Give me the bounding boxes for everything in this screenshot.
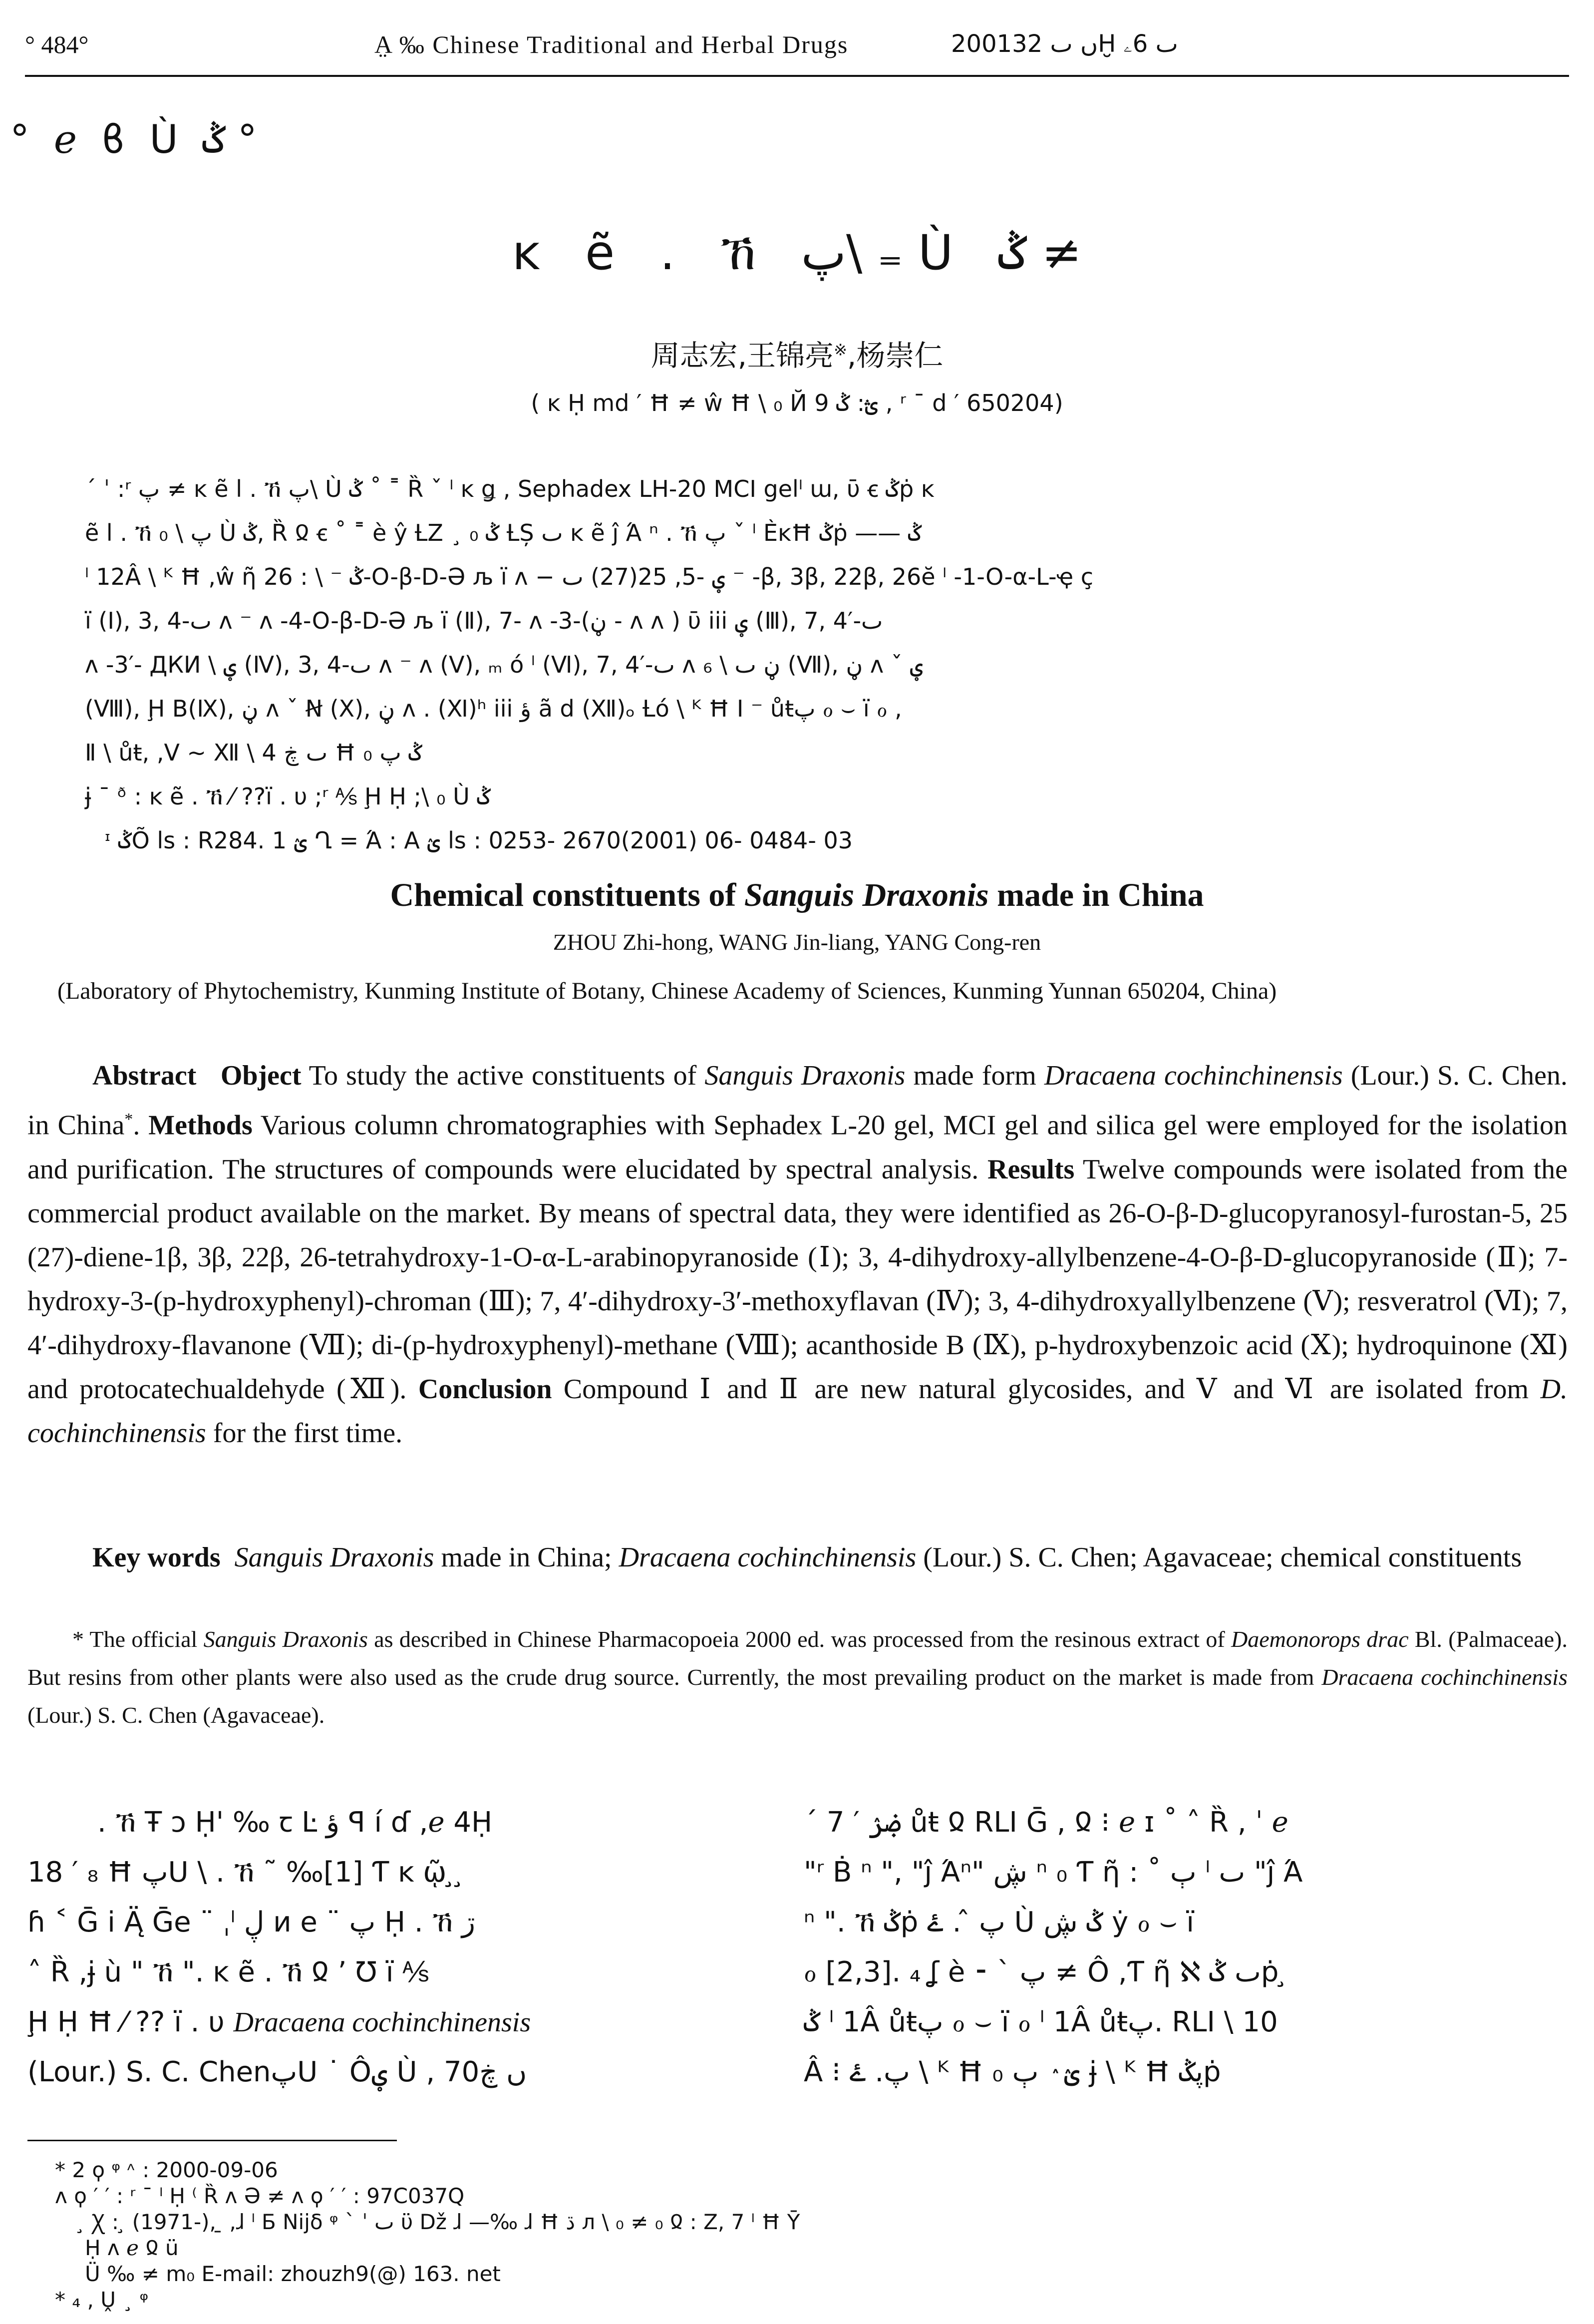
en-title-italic: Sanguis Draxonis bbox=[744, 877, 989, 913]
page-number: ° 484° bbox=[25, 30, 89, 58]
footnote-line: * 2 ϙ ᵠ ᶺ : 2000-09-06 bbox=[55, 2158, 278, 2182]
body-line: ℴ [2,3]. ₄ ʆ è ⁃ ` پ ≠ Ô ,Ƭ ῆ ℵ ٮ ݣṗ ̧ bbox=[804, 1956, 1288, 1988]
conclusion-text: Compound Ⅰ and Ⅱ are new natural glycosides, and Ⅴ and Ⅵ are isolated from bbox=[552, 1373, 1541, 1405]
footnote-line: ̧ Ꭓ : ̧ (1971-), ̱ ,ɺ ˡ Ƃ Nijδ ᵠ ˋ ˈ ٮ ϋ Dž ɺ —‰ ɺ Ħ ڌ ᴫ \ ₀ ≠ ₀ Ჲ : Z, 7 ˡ Ħ Ῡ Ḥ ʌ ℯ Ჲ ü bbox=[85, 2210, 800, 2260]
body-line: ݣ ˡ 1Â ůŧپ ℴ ⌣ ï ℴ ˡ 1Â ůŧپ. RLI \ 10 bbox=[804, 2006, 1278, 2038]
star-note-italic: Dracaena cochinchinensis bbox=[1321, 1664, 1568, 1690]
cn-abstract-line: ˊ ˈ :ʳ پ ≠ ĸ ẽ l . ኸ پ\ Ù ݣ ˚ ˭ Ȑ ˇ ˡ ĸ ǥ , Sephadex LH-20 MCI gelˡ ɯ, ῡ ꞓ ݣṗ ĸ bbox=[85, 475, 935, 502]
en-keywords bbox=[27, 1536, 1568, 1579]
body-right-column bbox=[804, 1798, 1568, 2097]
cn-abstract bbox=[85, 467, 1533, 862]
page-header bbox=[25, 30, 1569, 70]
cn-abstract-line: ʌ -3′- ДКИ \ ؠ (Ⅳ), 3, 4-ٮ ʌ ⁻ ʌ (Ⅴ), ₘ ó ˡ (Ⅵ), 7, 4′-ٮ ʌ ڼ ٮ \ ₆ (Ⅶ), ڼ ʌ ˇ ؠ bbox=[85, 651, 924, 678]
body-left-column bbox=[27, 1798, 766, 2097]
cn-keywords-line: ɉ ¯ ᶞ : ĸ ẽ . ኸ ⁄ ??ï . υ ;ʳ ⅍ Ḩ Ḥ ;\ ₀ Ù ݣ bbox=[85, 783, 491, 810]
body-line: ˊ ۻۯ ′ 7 ůŧ Ჲ RLI Ḡ , Ჲ ⁝ ℯ ɪ ˚ ˄ Ȑ , ˈ ℯ bbox=[804, 1806, 1288, 1839]
cn-authors bbox=[0, 332, 1594, 374]
star-note-italic: Daemonorops drac bbox=[1231, 1626, 1409, 1652]
keywords-text: made in China; bbox=[434, 1542, 619, 1573]
object-text: made form bbox=[905, 1060, 1044, 1091]
body-line: "ʳ Ḃ ⁿ ", "ĵ Άⁿ" ڜ ⁿ ₀ Ƭ ῆ : ˚ ٻ ˡ ٮ "ĵ Ά bbox=[804, 1856, 1303, 1889]
cn-abstract-line: ẽ l . ኸ پ \ ₀ Ù ݣ, Ȑ Ჲ ꞓ ˚ ˭ è ŷ ȽZ ¸ ݣ ₀ ȽȘ ٮ ĸ ẽ ĵ Ά ⁿ . ኸ پ ˇ ˡ ЀĸĦ ݣṗ —— ݣ bbox=[85, 519, 922, 546]
cn-title: ĸ ẽ . ኸ پ\ ₌ Ù ݣ ≠ bbox=[512, 225, 1082, 281]
object-label: Object bbox=[220, 1060, 302, 1091]
en-affiliation: (Laboratory of Phytochemistry, Kunming Institute of Botany, Chinese Academy of Sciences, Kunming Yunnan 650204, China) bbox=[57, 978, 1277, 1004]
section-tag: ° ℯ ϐ Ù ݣ ° bbox=[10, 117, 257, 162]
footnotes bbox=[55, 2157, 804, 2313]
body-line: ɦ ˂ Ḡ i Ą̈ Ḡe ¨ ˌˡ ڸ ᴎ e ¨ پ Ḥ . ኸ ڗ bbox=[27, 1906, 475, 1938]
issue-info: 2001ں ٮ 32Ḫ ٮ 6ۦ bbox=[951, 30, 1178, 58]
object-italic: Dracaena cochinchinensis bbox=[1044, 1060, 1343, 1091]
en-title-main: Chemical constituents of bbox=[390, 877, 744, 913]
star-note-text: as described in Chinese Pharmacopoeia 2000 ed. was processed from the resinous extract of bbox=[367, 1626, 1232, 1652]
cn-classification-line: ᶦ ݣÕ ls : R284. 1 ؽ Ղ = Ά : A ؽ ls : 0253- 2670(2001) 06- 0484- 03 bbox=[105, 827, 853, 854]
cn-authors-main: 周志宏,王锦亮 bbox=[650, 339, 834, 373]
keywords-label: Key words bbox=[92, 1542, 221, 1573]
body-line-text: Ḩ Ḥ Ħ ⁄ ?? ï . υ bbox=[27, 2006, 234, 2038]
journal-name: A̤ ‰ Chinese Traditional and Herbal Drugs bbox=[374, 30, 849, 58]
cn-abstract-line: ï (Ⅰ), 3, 4-ٮ ʌ ⁻ ʌ -4-O-β-D-Ə љ ï (Ⅱ), 7- ʌ -3-(ڼ - ʌ ʌ ) ῡ iii ؠ (Ⅲ), 7, 4′-ٮ bbox=[85, 607, 883, 634]
star-note-text: (Lour.) S. C. Chen (Agavaceae). bbox=[27, 1702, 325, 1728]
cn-affiliation: ( ĸ Ḥ md ′ Ħ ≠ ŵ Ħ \ ₀ Й ؿ: ݣ 9 , ʳ ¯ d ′ 650204) bbox=[531, 389, 1063, 416]
body-line bbox=[27, 1997, 766, 2047]
star-note-italic: Sanguis Draxonis bbox=[203, 1626, 368, 1652]
corresponding-mark: ※ bbox=[834, 340, 847, 360]
object-text: . bbox=[133, 1110, 140, 1141]
keywords-italic: Sanguis Draxonis bbox=[234, 1542, 434, 1573]
keywords-text: (Lour.) S. C. Chen; Agavaceae; chemical constituents bbox=[916, 1542, 1522, 1573]
conclusion-text: for the first time. bbox=[206, 1417, 403, 1449]
body-line: 18 ′ ₈ Ħ پU \ . ኸ ˜ ‰[1] Ƭ ĸ ῷ ̧ ̧ bbox=[27, 1856, 464, 1889]
keywords-italic: Dracaena cochinchinensis bbox=[619, 1542, 917, 1573]
footnote-rule bbox=[27, 2140, 397, 2141]
en-abstract bbox=[27, 1054, 1568, 1455]
en-title-tail: made in China bbox=[988, 877, 1204, 913]
abstract-label: Abstract bbox=[92, 1060, 197, 1091]
body-line-italic: Dracaena cochinchinensis bbox=[233, 2007, 531, 2038]
footnote-line: ʌ ϙ ′ ′ : ʳ ¯ ˡ Ḥ ⁽ Ȑ ʌ Ə ≠ ʌ ϙ ′ ′ : 97C037Q bbox=[55, 2184, 465, 2208]
header-rule bbox=[25, 75, 1569, 77]
conclusion-italic: D. cochinchinensis bbox=[27, 1373, 1568, 1449]
body-line: ˄ Ȑ ,ɉ ù " ኸ ". ĸ ẽ . ኸ Ჲ ʼ Ʊ ï ⅍ bbox=[27, 1956, 429, 1988]
object-italic: Sanguis Draxonis bbox=[704, 1060, 906, 1091]
star-note-text: * The official bbox=[72, 1626, 204, 1652]
conclusion-label: Conclusion bbox=[418, 1373, 552, 1405]
body-line: (Lour.) S. C. ChenپU ˙ Ôؠ Ù , 70ں ڿ bbox=[27, 2056, 527, 2088]
results-text: Twelve compounds were isolated from the commercial product available on the market. By means of spectral data, they were identified as 26-O-β-D-glucopyranosyl-furostan-5, 25 (27)-diene-1β, 3β, 22β, 26-tetrahydroxy-1-O-α-L-arabinopyranoside (Ⅰ); 3, 4-dihydroxy-allylbenzene-4-O-β-D-glucopyranoside (Ⅱ); 7-hydroxy-3-(p-hydroxyphenyl)-chroman (Ⅲ); 7, 4′-dihydroxy-3′-methoxyflavan (Ⅳ); 3, 4-dihydroxyallylbenzene (Ⅴ); resveratrol (Ⅵ); 7, 4′-dihydroxy-flavanone (Ⅶ); di-(p-hydroxyphenyl)-methane (Ⅷ); acanthoside B (Ⅸ), p-hydroxybenzoic acid (Ⅹ); hydroquinone (Ⅺ) and protocatechualdehyde (Ⅻ). bbox=[27, 1154, 1568, 1405]
methods-label: Methods bbox=[148, 1110, 253, 1141]
star-note bbox=[27, 1620, 1568, 1734]
body-line: . ኸ Ŧ ɔ Ḥ' ‰ ꞇ Ŀ ؤ ꟼ í ɗ ,ℯ 4Ḥ bbox=[97, 1806, 493, 1839]
object-sup: * bbox=[124, 1110, 133, 1129]
cn-authors-tail: ,杨崇仁 bbox=[847, 339, 944, 373]
methods-text: Various column chromatographies with Sephadex L-20 gel, MCI gel and silica gel were employed for the isolation and purification. The structures of compounds were elucidated by spectral analysis. bbox=[27, 1110, 1568, 1185]
cn-abstract-line: Ⅱ \ ůŧ, ,Ⅴ ~ Ⅻ \ 4 ٮ ڿ Ħ ݣ پ ₀ bbox=[85, 739, 422, 766]
body-line: ⁿ ". ኸ ݣṗ پ ̂ . ۓ Ù ݣ ڜ ẏ ℴ ⌣ ï bbox=[804, 1906, 1194, 1938]
object-text: To study the active constituents of bbox=[301, 1060, 705, 1091]
en-title bbox=[0, 876, 1594, 914]
footnote-line: * ₄ , Ṷ ¸ ᵠ bbox=[55, 2288, 149, 2312]
cn-abstract-line: ˡ 12Â \ ᴷ Ħ ,ŵ ῆ ݣ ⁻ \ : 26-O-β-D-Ə љ ï ʌ − ؠ -5, 25(27) ٮ ⁻ -β, 3β, 22β, 26ĕ ˡ -1-O-α-L-ҿ ҫ bbox=[85, 563, 1093, 590]
cn-abstract-line: (Ⅷ), Ḩ B(Ⅸ), ڼ ʌ ˇ Ꞥ (Ⅹ), ڼ ʌ . (Ⅺ)ʰ iii ؤ ã d (Ⅻ)ₒ Ƚó \ ᴷ Ħ Ι ⁻ ůŧپ ℴ ⌣ ï ℴ , bbox=[85, 695, 902, 722]
footnote-line: Ü ‰ ≠ m₀ E-mail: zhouzh9(@) 163. net bbox=[85, 2262, 501, 2286]
body-line: Â ⁝ پ. ۓ \ ᴷ Ħ ₀ ؽ ٛ ٻ ɉ \ ᴷ Ħ پݣṗ bbox=[804, 2056, 1221, 2088]
object-text: (Lour.) S. C. Chen. in China bbox=[27, 1060, 1568, 1141]
star-note-text: Bl. (Palmaceae). But resins from other plants were also used as the crude drug source. Currently, the most prevailing product on the market is made from bbox=[27, 1626, 1568, 1690]
en-authors: ZHOU Zhi-hong, WANG Jin-liang, YANG Cong-ren bbox=[553, 929, 1041, 955]
results-label: Results bbox=[987, 1154, 1075, 1185]
